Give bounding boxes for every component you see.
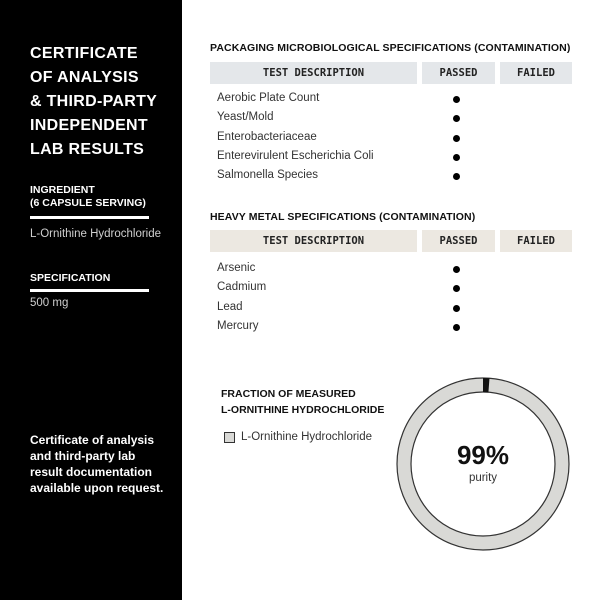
passed-dot-icon [453,305,460,312]
table-row [217,129,547,148]
test-name: Cadmium [217,281,267,294]
table-row [217,167,547,186]
table-row [217,299,547,318]
specification-label: SPECIFICATION [30,272,111,284]
passed-dot-icon [453,266,460,273]
fraction-title-line: FRACTION OF MEASURED [221,388,356,400]
specification-divider [30,289,149,292]
fraction-title-line: L-ORNITHINE HYDROCHLORIDE [221,404,385,416]
table-row [217,90,547,109]
passed-dot-icon [453,135,460,142]
header-passed: PASSED [422,230,495,252]
certificate-title [30,42,180,162]
metal-section-title: HEAVY METAL SPECIFICATIONS (CONTAMINATION) [210,211,476,223]
test-name: Aerobic Plate Count [217,92,320,104]
header-failed: FAILED [500,62,572,84]
test-name: Mercury [217,319,259,332]
test-name: Yeast/Mold [217,111,274,124]
purity-caption: purity [468,472,498,484]
test-name: Salmonella Species [217,169,319,182]
header-test-description: TEST DESCRIPTION [210,230,417,252]
specification-value: 500 mg [30,297,69,309]
header-failed: FAILED [500,230,572,252]
table-row [217,109,547,128]
micro-table-body [217,90,547,186]
test-name: Lead [217,300,243,313]
header-passed: PASSED [422,62,495,84]
test-name: Enterobacteriaceae [217,130,317,143]
ingredient-value: L-Ornithine Hydrochloride [30,228,162,240]
metal-table-body [217,260,547,337]
title-line: LAB RESULTS [30,141,145,158]
test-name: Arsenic [217,262,256,274]
purity-value: 99% [456,440,510,470]
passed-dot-icon [453,173,460,180]
sidebar [0,0,182,600]
table-row [217,260,547,279]
ingredient-divider [30,216,149,219]
fraction-title [221,386,411,418]
legend-label: L-Ornithine Hydrochloride [241,431,373,443]
ingredient-label [30,184,146,210]
table-row [217,279,547,298]
passed-dot-icon [453,285,460,292]
passed-dot-icon [453,324,460,331]
title-line: CERTIFICATE [30,45,138,62]
availability-note: Certificate of analysis and third-party lab result documentation available upon request. [30,433,164,495]
table-row [217,148,547,167]
passed-dot-icon [453,96,460,103]
micro-section-title: PACKAGING MICROBIOLOGICAL SPECIFICATIONS (CONTAMINATION) [210,42,571,54]
fraction-legend [224,431,372,443]
title-line: & THIRD-PARTY [30,93,158,110]
title-line: OF ANALYSIS [30,69,139,86]
test-name: Enterevirulent Escherichia Coli [217,149,374,162]
title-line: INDEPENDENT [30,117,148,134]
passed-dot-icon [453,154,460,161]
ingredient-label-line: INGREDIENT [30,184,95,196]
legend-swatch [224,432,235,443]
donut-remainder-slice [483,378,489,392]
table-row [217,318,547,337]
passed-dot-icon [453,115,460,122]
header-test-description: TEST DESCRIPTION [210,62,417,84]
ingredient-label-line: (6 CAPSULE SERVING) [30,197,146,209]
